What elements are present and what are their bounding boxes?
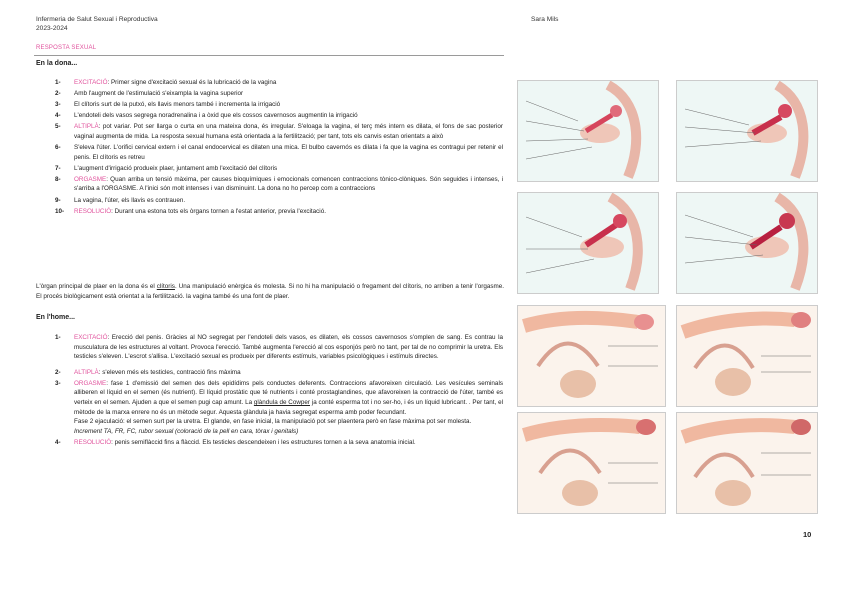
clitoris-term: clítoris (156, 283, 175, 290)
female-anatomy-illustration-1 (517, 80, 659, 182)
man-heading: En l'home... (36, 314, 76, 321)
list-item: 2- Amb l'augment de l'estimulació s'eixampla la vagina superior (55, 90, 244, 98)
list-item: 5- ALTIPLÀ: pot variar. Pot ser llarga o curta en una mateixa dona, és irregular. S'eloaga la vagina, el terç més intern es dilata, el fons de sac posterior vaginal augmenta de mida. La resposta sexual humana està orientada a la fertilització; per tant, tots els canvis estan orientats a això (55, 123, 503, 140)
man-steps-list (55, 333, 503, 449)
male-anatomy-illustration-2 (676, 305, 818, 407)
male-anatomy-illustration-4 (676, 412, 818, 514)
list-item: 3- El clítoris surt de la putxó, els llavis menors també i incrementa la irrigació (55, 101, 281, 109)
woman-heading: En la dona... (36, 60, 78, 67)
list-item: 10- RESOLUCIÓ: Durant una estona tots els òrgans tornen a l'estat anterior, previa l'excitació. (55, 207, 326, 215)
female-anatomy-illustration-4 (676, 192, 818, 294)
list-item: 6- S'eleva l'úter. L'orifici cervical extern i el canal endocervical es dilaten una mica. El bulbo cavernós es dilata i fa que la vagina es contragui per retenir el penis. El clítoris es retreu (55, 144, 503, 161)
female-anatomy-illustration-3 (517, 192, 659, 294)
list-item: 1- EXCITACIÓ: Erecció del penis. Gràcies al NO segregat per l'endoteli dels vasos, es dilaten, els cossos cavernosos s'omplen de sang. Es contrau la musculatura de les estructures al voltant. Provoca l'erecció. També augmenta l'erecció al cos esponjós però no tant, per tal de no comprimir la uretra. Els testicles s'eleven. L'escrot s'allisa. L'excitació sexual es produeix per diferents estímuls, variables psicològiques i estímuls directes. (55, 334, 503, 361)
list-item: 4- RESOLUCIÓ: penis semiflàccid fins a flàccid. Els testicles descendeixen i les estructures tornen a la seva anatomia inicial. (55, 438, 416, 446)
list-item: 4- L'endoteli dels vasos segrega noradrenalina i a òxid que els cossos cavernosos augmentin la irrigació (55, 112, 358, 120)
list-item: 9- La vagina, l'úter, els llavis es contrauen. (55, 196, 186, 204)
section-title: RESPOSTA SEXUAL (36, 45, 97, 51)
list-item: 7- L'augment d'irrigació produeix plaer, juntament amb l'excitació del clítoris (55, 164, 278, 172)
list-item: 2- ALTIPLÀ: s'eleven més els testicles, contracció fins màxima (55, 368, 241, 376)
list-item: 3- ORGASME: fase 1 d'emissió del semen des dels epidídims pels conductes deferents. Contraccions afavoreixen circulació. Les vesícules seminals alliberen el líquid en el semen (és nutrient). El líquid prostàtic que té nutrients i conté prostaglandines, que afavoreixen la contracció de l'úter, també es verteix en el semen. Ajuden a que el semen pugi cap amunt. La glàndula de Cowper ja conté esperma tot i no ser-ho, i és un líquid lubricant. . Per tant, el mètode de la marxa enrere no és un mètode segur. Aquesta glàndula ja havia segregat esperma amb poder fecundant. Fase 2 ejaculació: el semen surt per la uretra. El glande, en fase inicial, la manipulació pot ser plaentera però en fase màxima pot ser molesta. Increment TA, FR, FC, rubor sexual (coloració de la pell en cara, tòrax i genitals) (55, 379, 503, 435)
woman-steps-list (55, 78, 503, 218)
male-anatomy-illustration-1 (517, 305, 666, 407)
clitoris-paragraph: L'òrgan principal de plaer en la dona és el clítoris. Una manipulació enèrgica és molesta. Si no hi ha manipulació o fregament del clítoris, no arriben a tenir l'orgasme. El procés biològicament està orientat a la fertilització. la vagina també és una font de plaer. (36, 283, 504, 300)
list-item: 1- EXCITACIÓ: Primer signe d'excitació sexual és la lubricació de la vagina (55, 79, 277, 86)
list-item: 8- ORGASME: Quan arriba un tensió màxima, per causes bioquímiques i emocionals comencen contraccions tònico-clòniques. Són seguides i intenses, i s'arriba a l'ORGASME. A l'inici són molt intenses i van disminuint. La dona no ho percep com a contraccions (55, 175, 503, 193)
author-name: Sara Mils (531, 16, 559, 23)
section-divider (34, 55, 504, 56)
page-number: 10 (803, 530, 812, 539)
female-anatomy-illustration-2 (676, 80, 818, 182)
course-title: Infermeria de Salut Sexual i Reproductiva (36, 16, 158, 23)
male-anatomy-illustration-3 (517, 412, 666, 514)
cowper-term: glàndula de Cowper (253, 399, 311, 407)
academic-year: 2023-2024 (36, 25, 68, 32)
